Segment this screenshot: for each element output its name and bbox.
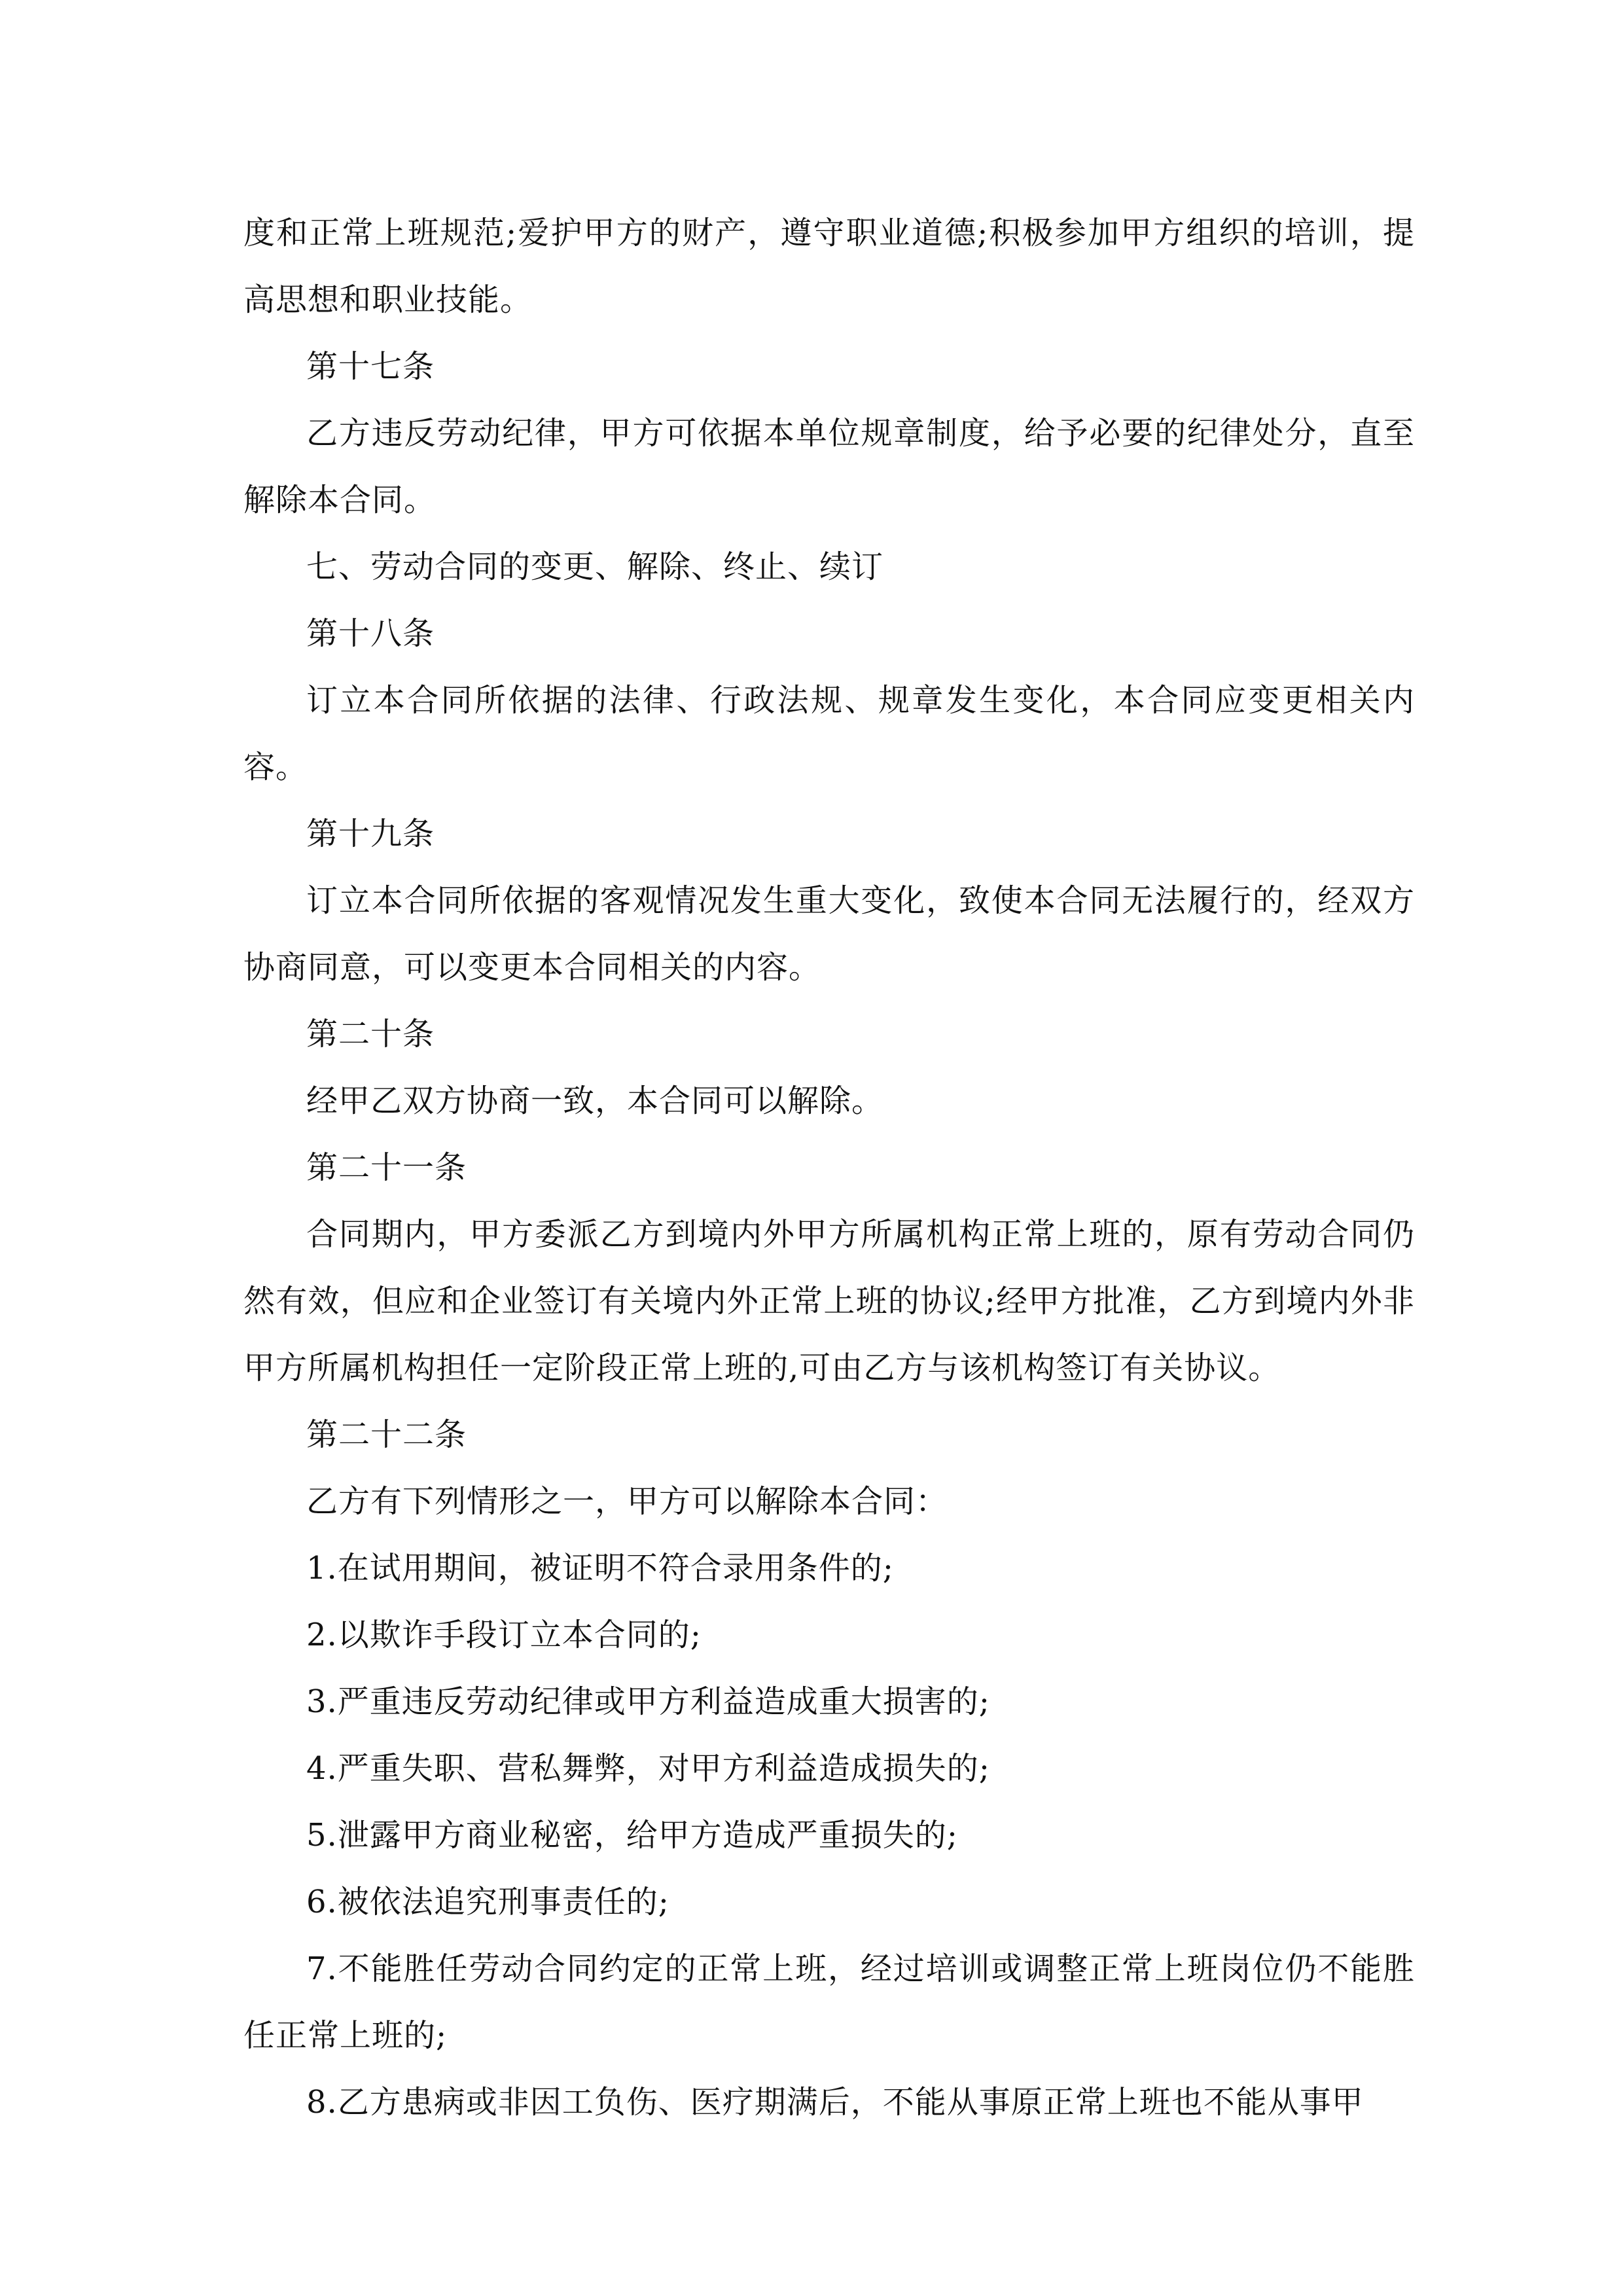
article-heading-18: 第十八条	[306, 615, 435, 652]
article-22-intro: 乙方有下列情形之一，甲方可以解除本合同：	[306, 1483, 948, 1520]
list-item: 5.泄露甲方商业秘密，给甲方造成严重损失的;	[306, 1817, 958, 1854]
article-17-body: 乙方违反劳动纪律，甲方可依据本单位规章制度，给予必要的纪律处分，直至解除本合同。	[243, 415, 1415, 518]
article-heading-17: 第十七条	[306, 348, 435, 385]
article-heading-20: 第二十条	[306, 1016, 435, 1052]
article-heading-21: 第二十一条	[306, 1149, 467, 1186]
article-21-body: 合同期内，甲方委派乙方到境内外甲方所属机构正常上班的，原有劳动合同仍然有效，但应和企业签订有关境内外正常上班的协议;经甲方批准，乙方到境内外非甲方所属机构担任一定阶段正常上班的,可由乙方与该机构签订有关协议。	[243, 1216, 1415, 1386]
paragraph-continuation: 度和正常上班规范;爱护甲方的财产，遵守职业道德;积极参加甲方组织的培训，提高思想和职业技能。	[243, 215, 1415, 318]
list-item: 1.在试用期间，被证明不符合录用条件的;	[306, 1550, 894, 1587]
list-item: 3.严重违反劳动纪律或甲方利益造成重大损害的;	[306, 1683, 990, 1720]
document-body	[243, 200, 1415, 2136]
list-item: 2.以欺诈手段订立本合同的;	[306, 1617, 702, 1653]
list-item: 7.不能胜任劳动合同约定的正常上班，经过培训或调整正常上班岗位仍不能胜任正常上班的;	[243, 1950, 1415, 2054]
article-18-body: 订立本合同所依据的法律、行政法规、规章发生变化，本合同应变更相关内容。	[243, 682, 1415, 785]
list-item: 6.被依法追究刑事责任的;	[306, 1884, 669, 1920]
list-item: 4.严重失职、营私舞弊，对甲方利益造成损失的;	[306, 1750, 990, 1787]
article-19-body: 订立本合同所依据的客观情况发生重大变化，致使本合同无法履行的，经双方协商同意，可以变更本合同相关的内容。	[243, 882, 1415, 986]
article-heading-22: 第二十二条	[306, 1416, 467, 1453]
article-20-body: 经甲乙双方协商一致，本合同可以解除。	[306, 1083, 884, 1119]
article-heading-19: 第十九条	[306, 816, 435, 852]
list-item: 8.乙方患病或非因工负伤、医疗期满后，不能从事原正常上班也不能从事甲	[306, 2084, 1364, 2121]
section-heading-7: 七、劳动合同的变更、解除、终止、续订	[306, 548, 884, 585]
